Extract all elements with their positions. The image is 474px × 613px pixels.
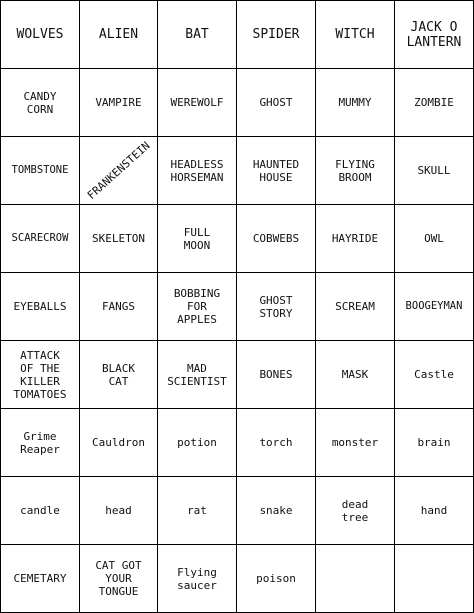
bingo-cell xyxy=(158,273,237,341)
bingo-cell-text: SKELETON xyxy=(92,232,145,245)
bingo-cell-text: WEREWOLF xyxy=(170,96,224,109)
bingo-cell-text: snake xyxy=(259,504,293,517)
bingo-cell xyxy=(316,477,395,545)
bingo-cell-text: head xyxy=(105,504,132,517)
bingo-cell-text: GHOST STORY xyxy=(259,293,293,320)
bingo-cell-text: ATTACK OF THE KILLER TOMATOES xyxy=(13,348,67,401)
bingo-cell-text: Flying saucer xyxy=(177,565,217,592)
bingo-cell-text: dead tree xyxy=(341,497,369,524)
bingo-cell xyxy=(395,273,474,341)
bingo-cell xyxy=(395,1,474,69)
bingo-cell xyxy=(316,341,395,409)
bingo-cell xyxy=(237,69,316,137)
bingo-cell-text: Castle xyxy=(414,368,454,381)
bingo-cell xyxy=(80,1,158,69)
bingo-cell-text: VAMPIRE xyxy=(95,96,142,109)
bingo-cell xyxy=(395,137,474,205)
bingo-cell xyxy=(395,341,474,409)
bingo-cell xyxy=(80,409,158,477)
bingo-cell-text: HAUNTED HOUSE xyxy=(252,157,300,184)
bingo-cell-empty xyxy=(395,545,474,613)
bingo-cell-text: HEADLESS HORSEMAN xyxy=(170,157,224,184)
bingo-cell xyxy=(316,137,395,205)
bingo-row xyxy=(1,137,474,205)
bingo-cell xyxy=(158,1,237,69)
bingo-cell xyxy=(1,137,80,205)
bingo-cell-text: SPIDER xyxy=(252,27,300,42)
bingo-cell-text: BOBBING FOR APPLES xyxy=(173,287,221,326)
bingo-cell xyxy=(158,205,237,273)
bingo-cell-text: FRANKENSTEIN xyxy=(84,139,153,202)
bingo-cell-text: brain xyxy=(417,436,451,449)
bingo-cell-text: candle xyxy=(20,504,60,517)
bingo-cell xyxy=(316,205,395,273)
bingo-cell-text: BONES xyxy=(259,368,293,381)
bingo-cell-text: WITCH xyxy=(335,27,375,42)
bingo-row xyxy=(1,273,474,341)
bingo-cell xyxy=(1,341,80,409)
bingo-cell-text: ZOMBIE xyxy=(414,96,454,109)
bingo-cell-text: monster xyxy=(331,436,379,449)
bingo-cell-text: ALIEN xyxy=(98,27,139,42)
bingo-cell-text: SCARECROW xyxy=(11,232,69,244)
bingo-cell xyxy=(1,1,80,69)
bingo-cell xyxy=(1,545,80,613)
bingo-cell-text: potion xyxy=(177,436,217,449)
bingo-row xyxy=(1,69,474,137)
bingo-cell xyxy=(316,273,395,341)
bingo-cell xyxy=(395,409,474,477)
bingo-cell xyxy=(80,273,158,341)
bingo-cell-text: FANGS xyxy=(101,300,136,313)
bingo-cell xyxy=(237,205,316,273)
bingo-cell xyxy=(316,1,395,69)
bingo-cell-text: CEMETARY xyxy=(13,572,67,585)
bingo-cell-text: MAD SCIENTIST xyxy=(167,361,227,388)
bingo-cell-text: TOMBSTONE xyxy=(11,164,69,176)
bingo-cell xyxy=(395,477,474,545)
bingo-cell xyxy=(158,137,237,205)
bingo-cell xyxy=(1,477,80,545)
bingo-cell xyxy=(237,341,316,409)
bingo-cell xyxy=(237,1,316,69)
bingo-row xyxy=(1,409,474,477)
bingo-cell xyxy=(395,205,474,273)
bingo-cell xyxy=(158,409,237,477)
bingo-row xyxy=(1,205,474,273)
bingo-cell-text: poison xyxy=(256,572,296,585)
bingo-cell-text: WOLVES xyxy=(16,27,64,42)
bingo-cell xyxy=(237,137,316,205)
bingo-cell xyxy=(237,409,316,477)
bingo-cell-text: Cauldron xyxy=(92,436,145,449)
bingo-cell-text: hand xyxy=(420,504,448,517)
bingo-row xyxy=(1,477,474,545)
bingo-cell-text: EYEBALLS xyxy=(13,300,67,313)
bingo-cell-text: FLYING BROOM xyxy=(335,157,375,184)
bingo-cell-text: BOOGEYMAN xyxy=(405,300,463,312)
bingo-cell xyxy=(80,477,158,545)
bingo-cell-text: SCREAM xyxy=(335,300,375,313)
bingo-cell-text: torch xyxy=(259,436,293,449)
bingo-cell xyxy=(80,545,158,613)
bingo-cell xyxy=(158,477,237,545)
bingo-cell xyxy=(237,545,316,613)
bingo-cell-empty xyxy=(316,545,395,613)
bingo-cell-text: Grime Reaper xyxy=(20,429,60,456)
bingo-cell xyxy=(1,273,80,341)
bingo-cell-text: SKULL xyxy=(417,164,451,177)
bingo-row xyxy=(1,545,474,613)
bingo-cell xyxy=(80,69,158,137)
bingo-cell-text: GHOST xyxy=(259,96,293,109)
bingo-cell xyxy=(316,409,395,477)
bingo-cell-text: MASK xyxy=(341,368,369,381)
bingo-cell xyxy=(316,69,395,137)
bingo-cell-text: COBWEBS xyxy=(252,232,300,245)
bingo-cell xyxy=(1,409,80,477)
bingo-cell-text: HAYRIDE xyxy=(331,232,379,245)
bingo-cell-text: MUMMY xyxy=(338,96,372,109)
bingo-cell-text: rat xyxy=(187,504,207,517)
bingo-cell xyxy=(80,341,158,409)
bingo-cell xyxy=(158,545,237,613)
bingo-cell-text: FULL MOON xyxy=(183,225,211,252)
bingo-cell-text: BAT xyxy=(185,27,209,42)
bingo-cell-text: CAT GOT YOUR TONGUE xyxy=(95,559,142,598)
bingo-cell xyxy=(158,341,237,409)
bingo-row xyxy=(1,341,474,409)
bingo-row xyxy=(1,1,474,69)
bingo-cell xyxy=(1,205,80,273)
bingo-cell xyxy=(80,137,158,205)
bingo-cell xyxy=(80,205,158,273)
bingo-cell-text: OWL xyxy=(424,232,444,245)
bingo-cell-text: CANDY CORN xyxy=(23,89,57,116)
bingo-cell-text: BLACK CAT xyxy=(101,361,136,388)
bingo-cell xyxy=(395,69,474,137)
bingo-cell-text: JACK O LANTERN xyxy=(406,19,462,50)
bingo-cell xyxy=(1,69,80,137)
bingo-cell xyxy=(237,273,316,341)
bingo-cell xyxy=(237,477,316,545)
bingo-cell xyxy=(158,69,237,137)
